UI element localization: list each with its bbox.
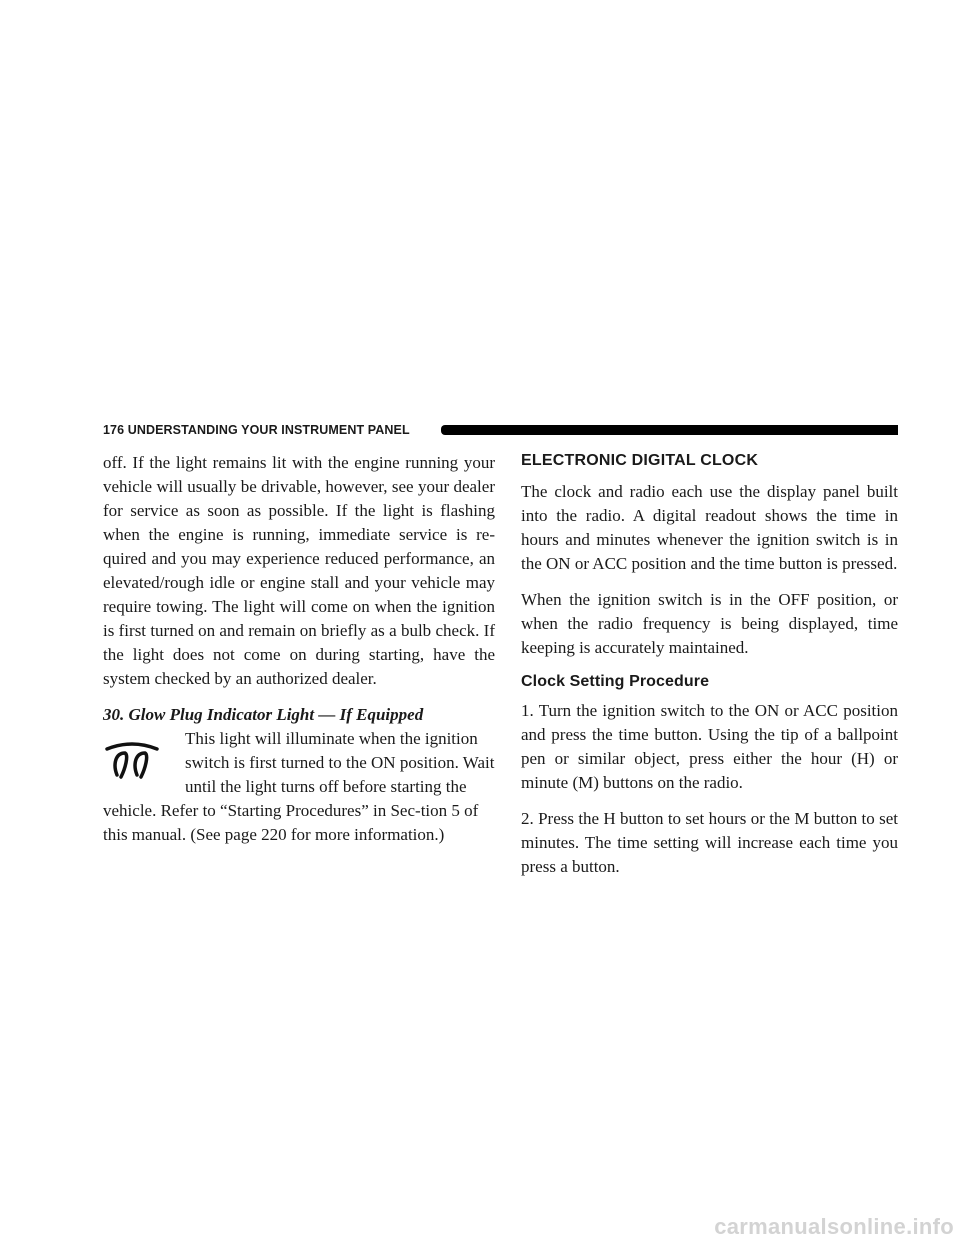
glow-plug-item-body: This light will illuminate when the ignition switch is first turned to the ON position. Wait until the light turns off before starting the vehicle. Refer to “Starting Procedures” in Sec-tion 5 of this manual. (See page 220 for more information.): [103, 729, 495, 844]
header-rule-bar: [441, 425, 898, 435]
glow-plug-item-heading: 30. Glow Plug Indicator Light — If Equipped: [103, 705, 424, 724]
header-section-title: UNDERSTANDING YOUR INSTRUMENT PANEL: [127, 423, 410, 437]
page-number: 176: [103, 423, 125, 437]
left-column: [103, 451, 495, 847]
clock-paragraph-1: The clock and radio each use the display panel built into the radio. A digital readout shows the time in hours and minutes whenever the ignition switch is in the ON or ACC position and the time button is pressed.: [521, 482, 898, 573]
page-header: [103, 422, 898, 438]
running-header: [103, 422, 417, 438]
right-column: [521, 451, 898, 879]
continued-paragraph: off. If the light remains lit with the engine running your vehicle will usually be drivable, however, see your dealer for service as soon as possible. If the light is flashing when the engine is running, immediate service is re-quired and you may experience reduced performance, an elevated/rough idle or engine stall and your vehicle may require towing. The light will come on when the ignition is first turned on and remain on briefly as a bulb check. If the light does not come on during starting, have the system checked by an authorized dealer.: [103, 453, 495, 688]
glow-plug-item: [103, 727, 495, 847]
clock-paragraph-2: When the ignition switch is in the OFF position, or when the radio frequency is being displayed, time keeping is accurately maintained.: [521, 590, 898, 657]
glow-plug-icon: [103, 741, 161, 785]
clock-step-2: 2. Press the H button to set hours or the M button to set minutes. The time setting will increase each time you press a button.: [521, 809, 898, 876]
subsection-heading: Clock Setting Procedure: [521, 673, 710, 690]
section-heading: ELECTRONIC DIGITAL CLOCK: [521, 452, 759, 469]
clock-step-1: 1. Turn the ignition switch to the ON or ACC position and press the time button. Using the tip of a ballpoint pen or similar object, press either the hour (H) or minute (M) buttons on the radio.: [521, 701, 898, 792]
watermark: carmanualsonline.info: [714, 1214, 954, 1239]
